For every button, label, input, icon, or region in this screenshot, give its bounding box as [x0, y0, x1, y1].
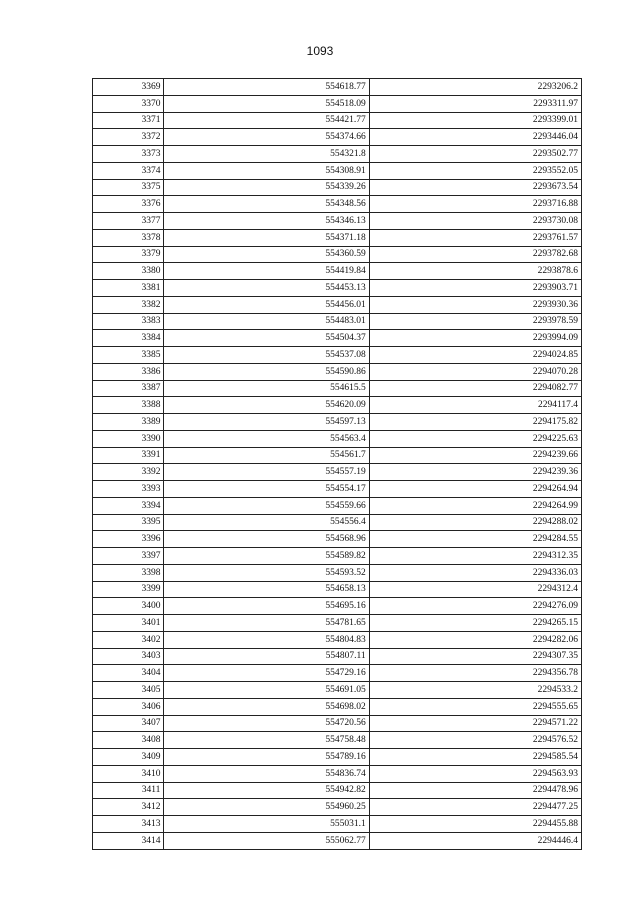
- y-coordinate-cell: 2294117.4: [369, 397, 581, 414]
- y-coordinate-cell: 2293673.54: [369, 179, 581, 196]
- table-row: [93, 447, 582, 464]
- y-coordinate-cell: 2294265.15: [369, 615, 581, 632]
- point-number-cell: 3373: [93, 146, 164, 163]
- table-row: [93, 397, 582, 414]
- table-row: [93, 296, 582, 313]
- point-number-cell: 3409: [93, 749, 164, 766]
- table-row: [93, 548, 582, 565]
- point-number-cell: 3394: [93, 497, 164, 514]
- point-number-cell: 3393: [93, 481, 164, 498]
- x-coordinate-cell: 554620.09: [164, 397, 369, 414]
- point-number-cell: 3378: [93, 229, 164, 246]
- table-row: [93, 79, 582, 96]
- point-number-cell: 3414: [93, 832, 164, 849]
- point-number-cell: 3372: [93, 129, 164, 146]
- point-number-cell: 3390: [93, 430, 164, 447]
- x-coordinate-cell: 554698.02: [164, 698, 369, 715]
- point-number-cell: 3404: [93, 665, 164, 682]
- x-coordinate-cell: 554691.05: [164, 682, 369, 699]
- y-coordinate-cell: 2294288.02: [369, 514, 581, 531]
- table-row: [93, 615, 582, 632]
- point-number-cell: 3389: [93, 414, 164, 431]
- x-coordinate-cell: 554563.4: [164, 430, 369, 447]
- table-row: [93, 648, 582, 665]
- x-coordinate-cell: 554807.11: [164, 648, 369, 665]
- table-row: [93, 749, 582, 766]
- y-coordinate-cell: 2293446.04: [369, 129, 581, 146]
- table-row: [93, 598, 582, 615]
- coordinates-table: [92, 78, 582, 850]
- table-row: [93, 112, 582, 129]
- table-row: [93, 347, 582, 364]
- y-coordinate-cell: 2294478.96: [369, 782, 581, 799]
- table-row: [93, 816, 582, 833]
- x-coordinate-cell: 555031.1: [164, 816, 369, 833]
- table-row: [93, 380, 582, 397]
- point-number-cell: 3376: [93, 196, 164, 213]
- table-row: [93, 179, 582, 196]
- x-coordinate-cell: 554371.18: [164, 229, 369, 246]
- point-number-cell: 3406: [93, 698, 164, 715]
- point-number-cell: 3382: [93, 296, 164, 313]
- x-coordinate-cell: 554360.59: [164, 246, 369, 263]
- point-number-cell: 3385: [93, 347, 164, 364]
- x-coordinate-cell: 554419.84: [164, 263, 369, 280]
- table-row: [93, 832, 582, 849]
- x-coordinate-cell: 554456.01: [164, 296, 369, 313]
- x-coordinate-cell: 554781.65: [164, 615, 369, 632]
- table-row: [93, 363, 582, 380]
- x-coordinate-cell: 554453.13: [164, 280, 369, 297]
- point-number-cell: 3410: [93, 765, 164, 782]
- y-coordinate-cell: 2294555.65: [369, 698, 581, 715]
- x-coordinate-cell: 554789.16: [164, 749, 369, 766]
- point-number-cell: 3407: [93, 715, 164, 732]
- point-number-cell: 3395: [93, 514, 164, 531]
- y-coordinate-cell: 2294533.2: [369, 682, 581, 699]
- table-row: [93, 280, 582, 297]
- table-row: [93, 162, 582, 179]
- x-coordinate-cell: 554504.37: [164, 330, 369, 347]
- y-coordinate-cell: 2293782.68: [369, 246, 581, 263]
- y-coordinate-cell: 2294282.06: [369, 631, 581, 648]
- x-coordinate-cell: 554483.01: [164, 313, 369, 330]
- point-number-cell: 3403: [93, 648, 164, 665]
- table-row: [93, 464, 582, 481]
- point-number-cell: 3397: [93, 548, 164, 565]
- x-coordinate-cell: 554556.4: [164, 514, 369, 531]
- point-number-cell: 3405: [93, 682, 164, 699]
- y-coordinate-cell: 2293311.97: [369, 95, 581, 112]
- point-number-cell: 3392: [93, 464, 164, 481]
- y-coordinate-cell: 2294239.66: [369, 447, 581, 464]
- x-coordinate-cell: 554321.8: [164, 146, 369, 163]
- x-coordinate-cell: 554836.74: [164, 765, 369, 782]
- point-number-cell: 3388: [93, 397, 164, 414]
- y-coordinate-cell: 2294455.88: [369, 816, 581, 833]
- y-coordinate-cell: 2294239.36: [369, 464, 581, 481]
- x-coordinate-cell: 554557.19: [164, 464, 369, 481]
- x-coordinate-cell: 554374.66: [164, 129, 369, 146]
- table-row: [93, 531, 582, 548]
- point-number-cell: 3402: [93, 631, 164, 648]
- x-coordinate-cell: 554658.13: [164, 581, 369, 598]
- point-number-cell: 3413: [93, 816, 164, 833]
- y-coordinate-cell: 2294585.54: [369, 749, 581, 766]
- y-coordinate-cell: 2294276.09: [369, 598, 581, 615]
- point-number-cell: 3374: [93, 162, 164, 179]
- y-coordinate-cell: 2294312.4: [369, 581, 581, 598]
- y-coordinate-cell: 2293903.71: [369, 280, 581, 297]
- point-number-cell: 3398: [93, 564, 164, 581]
- point-number-cell: 3369: [93, 79, 164, 96]
- point-number-cell: 3412: [93, 799, 164, 816]
- y-coordinate-cell: 2293716.88: [369, 196, 581, 213]
- table-row: [93, 765, 582, 782]
- point-number-cell: 3396: [93, 531, 164, 548]
- x-coordinate-cell: 554308.91: [164, 162, 369, 179]
- y-coordinate-cell: 2293502.77: [369, 146, 581, 163]
- y-coordinate-cell: 2293730.08: [369, 213, 581, 230]
- point-number-cell: 3375: [93, 179, 164, 196]
- y-coordinate-cell: 2293552.05: [369, 162, 581, 179]
- point-number-cell: 3370: [93, 95, 164, 112]
- table-row: [93, 263, 582, 280]
- x-coordinate-cell: 554346.13: [164, 213, 369, 230]
- x-coordinate-cell: 554568.96: [164, 531, 369, 548]
- x-coordinate-cell: 554720.56: [164, 715, 369, 732]
- y-coordinate-cell: 2294175.82: [369, 414, 581, 431]
- point-number-cell: 3384: [93, 330, 164, 347]
- y-coordinate-cell: 2294563.93: [369, 765, 581, 782]
- table-row: [93, 799, 582, 816]
- x-coordinate-cell: 554618.77: [164, 79, 369, 96]
- table-row: [93, 581, 582, 598]
- y-coordinate-cell: 2294477.25: [369, 799, 581, 816]
- x-coordinate-cell: 554554.17: [164, 481, 369, 498]
- x-coordinate-cell: 554589.82: [164, 548, 369, 565]
- x-coordinate-cell: 554942.82: [164, 782, 369, 799]
- table-row: [93, 782, 582, 799]
- table-row: [93, 129, 582, 146]
- x-coordinate-cell: 554804.83: [164, 631, 369, 648]
- x-coordinate-cell: 554695.16: [164, 598, 369, 615]
- table-row: [93, 698, 582, 715]
- y-coordinate-cell: 2294336.03: [369, 564, 581, 581]
- x-coordinate-cell: 554561.7: [164, 447, 369, 464]
- table-row: [93, 313, 582, 330]
- table-row: [93, 497, 582, 514]
- y-coordinate-cell: 2293978.59: [369, 313, 581, 330]
- point-number-cell: 3383: [93, 313, 164, 330]
- y-coordinate-cell: 2294284.55: [369, 531, 581, 548]
- x-coordinate-cell: 554559.66: [164, 497, 369, 514]
- table-row: [93, 564, 582, 581]
- y-coordinate-cell: 2294264.94: [369, 481, 581, 498]
- x-coordinate-cell: 554597.13: [164, 414, 369, 431]
- point-number-cell: 3379: [93, 246, 164, 263]
- table-row: [93, 665, 582, 682]
- table-row: [93, 732, 582, 749]
- table-row: [93, 146, 582, 163]
- y-coordinate-cell: 2293399.01: [369, 112, 581, 129]
- point-number-cell: 3400: [93, 598, 164, 615]
- table-row: [93, 229, 582, 246]
- point-number-cell: 3381: [93, 280, 164, 297]
- table-row: [93, 246, 582, 263]
- y-coordinate-cell: 2294446.4: [369, 832, 581, 849]
- table-row: [93, 213, 582, 230]
- x-coordinate-cell: 554960.25: [164, 799, 369, 816]
- point-number-cell: 3371: [93, 112, 164, 129]
- table-row: [93, 514, 582, 531]
- y-coordinate-cell: 2294571.22: [369, 715, 581, 732]
- point-number-cell: 3380: [93, 263, 164, 280]
- x-coordinate-cell: 554729.16: [164, 665, 369, 682]
- x-coordinate-cell: 554590.86: [164, 363, 369, 380]
- point-number-cell: 3391: [93, 447, 164, 464]
- table-row: [93, 631, 582, 648]
- point-number-cell: 3377: [93, 213, 164, 230]
- y-coordinate-cell: 2294264.99: [369, 497, 581, 514]
- y-coordinate-cell: 2294307.35: [369, 648, 581, 665]
- y-coordinate-cell: 2294225.63: [369, 430, 581, 447]
- x-coordinate-cell: 555062.77: [164, 832, 369, 849]
- point-number-cell: 3401: [93, 615, 164, 632]
- table-row: [93, 430, 582, 447]
- point-number-cell: 3386: [93, 363, 164, 380]
- point-number-cell: 3387: [93, 380, 164, 397]
- y-coordinate-cell: 2293761.57: [369, 229, 581, 246]
- y-coordinate-cell: 2293206.2: [369, 79, 581, 96]
- table-row: [93, 715, 582, 732]
- point-number-cell: 3408: [93, 732, 164, 749]
- y-coordinate-cell: 2293878.6: [369, 263, 581, 280]
- table-row: [93, 95, 582, 112]
- page-number: 1093: [306, 44, 334, 58]
- x-coordinate-cell: 554339.26: [164, 179, 369, 196]
- point-number-cell: 3411: [93, 782, 164, 799]
- y-coordinate-cell: 2294576.52: [369, 732, 581, 749]
- coordinates-table-body: [93, 79, 582, 850]
- y-coordinate-cell: 2294024.85: [369, 347, 581, 364]
- table-row: [93, 481, 582, 498]
- x-coordinate-cell: 554615.5: [164, 380, 369, 397]
- table-row: [93, 196, 582, 213]
- y-coordinate-cell: 2294356.78: [369, 665, 581, 682]
- x-coordinate-cell: 554593.52: [164, 564, 369, 581]
- y-coordinate-cell: 2294082.77: [369, 380, 581, 397]
- table-row: [93, 414, 582, 431]
- x-coordinate-cell: 554518.09: [164, 95, 369, 112]
- point-number-cell: 3399: [93, 581, 164, 598]
- y-coordinate-cell: 2294070.28: [369, 363, 581, 380]
- y-coordinate-cell: 2294312.35: [369, 548, 581, 565]
- y-coordinate-cell: 2293930.36: [369, 296, 581, 313]
- table-row: [93, 682, 582, 699]
- table-row: [93, 330, 582, 347]
- x-coordinate-cell: 554348.56: [164, 196, 369, 213]
- y-coordinate-cell: 2293994.09: [369, 330, 581, 347]
- x-coordinate-cell: 554758.48: [164, 732, 369, 749]
- x-coordinate-cell: 554537.08: [164, 347, 369, 364]
- x-coordinate-cell: 554421.77: [164, 112, 369, 129]
